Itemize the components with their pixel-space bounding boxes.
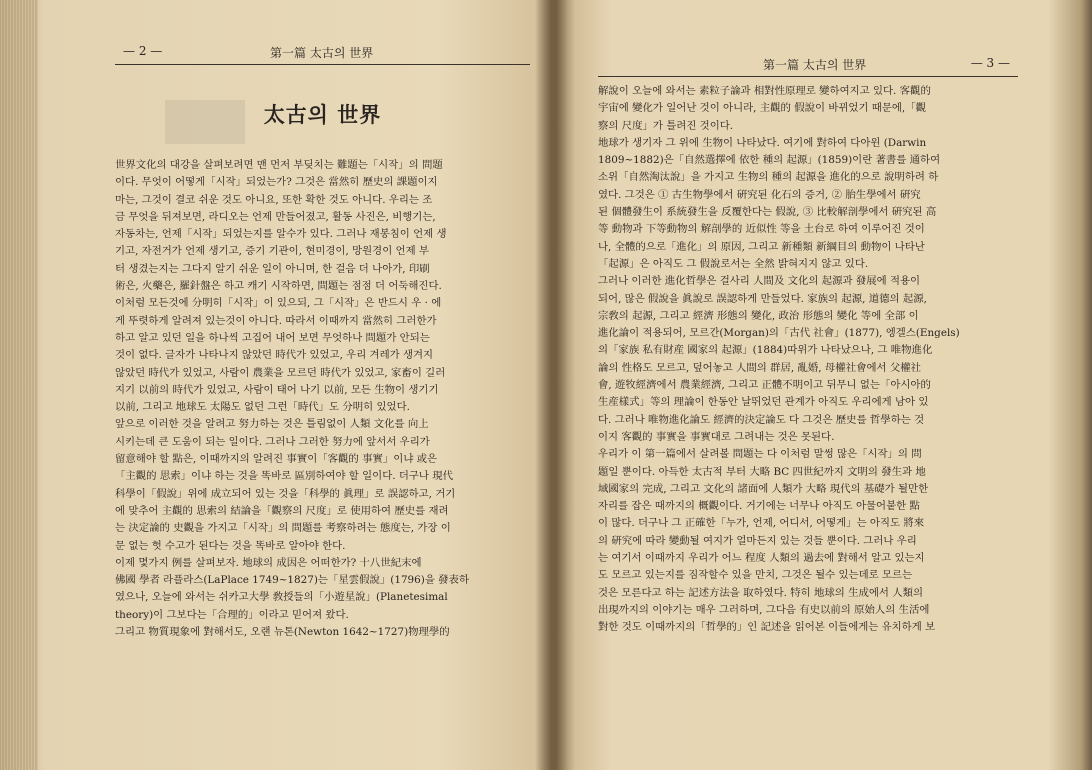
right-body-text (598, 83, 1018, 637)
text-line: 자동차는, 언제「시작」되었는지를 알수가 있다. 그러나 재봉침이 언제 생 (115, 228, 447, 241)
left-body-text (115, 157, 530, 641)
text-line: 다. 그러나 唯物進化論도 經濟的決定論도 다 그것은 歷史를 哲學하는 것 (598, 413, 925, 426)
text-line: 그리고 物質現象에 對해서도, 오랜 뉴톤(Newton 1642~1727)物理學的 (115, 626, 450, 639)
text-line: 世界文化의 대강을 살펴보려면 맨 먼저 부딪치는 難題는「시작」의 問題 (115, 159, 443, 171)
text-line: 였으나, 오늘에 와서는 쉬카고大學 敎授들의「小遊星說」(Planetesimal (115, 591, 448, 604)
text-line: 佛國 學者 라플라스(LaPlace 1749~1827)는「星雲假說」(1796)을 發表하 (115, 574, 469, 587)
page-edges (0, 0, 38, 770)
text-line: 된 個體發生이 系統發生을 反覆한다는 假說, ③ 比較解剖學에서 硏究된 高 (598, 206, 937, 219)
text-line: 지기 以前의 時代가 있었고, 사람이 태어 나기 以前, 모든 生物이 생기기 (115, 383, 439, 396)
text-line: 의 硏究에 따라 變動될 여지가 얼마든지 있는 것들 뿐이다. 그러나 우리 (598, 534, 917, 547)
text-line: 會, 遊牧經濟에서 農業經濟, 그리고 正體不明이고 뒤무니 없는「아시아的 (598, 379, 931, 392)
right-page (598, 52, 1018, 637)
text-line: 금 무엇을 뒤져보면, 라디오는 언제 만들어졌고, 활동 사진은, 비행기는, (115, 210, 436, 223)
text-line: 地球가 생기자 그 위에 生物이 나타났다. 여기에 對하여 다아윈 (Darwin (598, 136, 927, 149)
text-line: 마는, 그것이 결코 쉬운 것도 아니요, 또한 확한 것도 아니다. 우리는 조 (115, 193, 433, 206)
text-line: 宗敎의 起源, 그리고 經濟 形態의 變化, 政治 形態의 變化 等에 全部 이 (598, 309, 919, 322)
text-line: 題일 뿐이다. 아득한 太古적 부터 大略 BC 四世紀까지 文明의 發生과 地 (598, 465, 926, 478)
text-line: 等 動物과 下等動物의 解剖學的 近似性 等을 土台로 하여 이루어진 것이 (598, 223, 925, 236)
right-running-header: 第一篇 太古의 世界 (763, 58, 867, 72)
text-line: 도 모르고 있는지를 짐작할수 있을 만치, 그것은 될수 있는데로 모르는 (598, 569, 913, 582)
text-line: 터 생겼는지는 그다지 알기 쉬운 일이 아니며, 한 걸음 더 나아가, 印刷 (115, 262, 430, 275)
text-line: 기고, 자전거가 언제 생기고, 증기 기관이, 현미경이, 망원경이 언제 부 (115, 245, 429, 258)
text-line: 「主觀的 思索」이냐 하는 것을 똑바로 區別하여야 할 일이다. 더구나 現代 (115, 470, 454, 483)
text-line: 앞으로 이러한 것을 알려고 努力하는 것은 틀림없이 人類 文化를 向上 (115, 418, 429, 431)
text-line: 術은, 火藥은, 羅針盤은 하고 캐기 시작하면, 問題는 점점 더 어둑해진다. (115, 280, 442, 293)
chapter-title: 太古의 世界 (263, 103, 382, 127)
text-line: 시키는데 큰 도움이 되는 일이다. 그러나 그러한 努力에 앞서서 우리가 (115, 435, 430, 448)
text-line: 이제 몇가지 例를 살펴보자. 地球의 成因은 어떠한가? 十八世紀末에 (115, 556, 422, 569)
text-line: 그러나 이러한 進化哲學은 걸사리 人間及 文化의 起源과 發展에 적용이 (598, 275, 921, 288)
text-line: 1809~1882)은「自然選擇에 依한 種의 起源」(1859)이란 著書를 通하여 (598, 154, 941, 167)
text-line: 域國家의 完成, 그리고 文化의 諸面에 人類가 大略 現代의 基礎가 될만한 (598, 482, 929, 495)
text-line: 解說이 오늘에 와서는 素粒子論과 相對性原理로 變하여지고 있다. 客觀的 (598, 85, 931, 97)
text-line: 우리가 이 第一篇에서 살려볼 問題는 다 이처럼 말썽 많은「시작」의 問 (598, 448, 922, 461)
text-line: 論의 性格도 모르고, 덮어놓고 人間의 群居, 亂婚, 母權社會에서 父權社 (598, 361, 922, 374)
text-line: 이다. 무엇이 어떻게「시작」되었는가? 그것은 當然히 歷史의 課題이지 (115, 176, 438, 189)
book-gutter (535, 0, 575, 770)
text-line: theory)이 그보다는「合理的」이라고 믿어져 왔다. (115, 608, 349, 621)
text-line: 않았던 時代가 있었고, 사람이 農業을 모르던 時代가 있었고, 家畜이 길러 (115, 366, 446, 379)
text-line: 에 맞추어 主觀的 思索의 結論을「觀察의 尺度」로 使用하여 歷史를 재려 (115, 504, 449, 517)
text-line: 게 뚜렷하게 알려져 있는것이 아니다. 따라서 이때까지 當然히 그러한가 (115, 314, 437, 327)
text-line: 되어, 많은 假說을 眞說로 誤認하게 만들었다. 家族의 起源, 道德의 起源, (598, 292, 927, 305)
faded-stamp (165, 100, 245, 144)
text-line: 以前, 그리고 地球도 太陽도 없던 그런「時代」도 分明히 있었다. (115, 401, 410, 414)
left-page (115, 40, 530, 641)
text-line: 의「家族 私有財産 國家의 起源」(1884)따위가 나타났으나, 그 唯物進化 (598, 344, 933, 357)
text-line: 것은 모른다고 하는 記述方法을 取하였다. 特히 地球의 生成에서 人類의 (598, 586, 924, 599)
text-line: 였다. 그것은 ① 古生物學에서 硏究된 化石의 증거, ② 胎生學에서 硏究 (598, 188, 921, 201)
text-line: 對한 것도 이때까지의「哲學的」인 記述을 읽어본 이들에게는 유치하게 보 (598, 621, 936, 634)
left-page-header (115, 40, 530, 65)
text-line: 하고 알고 있던 일을 하나씩 고집어 내어 보면 무엇하나 問題가 안되는 (115, 331, 430, 344)
text-line: 것이 없다. 글자가 나타나지 않았던 時代가 있었고, 우리 겨레가 생겨지 (115, 349, 434, 362)
text-line: 科學이「假說」위에 成立되어 있는 것을「科學的 眞理」로 誤認하고, 거기 (115, 487, 456, 500)
text-line: 문 없는 헛 수고가 된다는 것을 똑바로 알아야 한다. (115, 539, 346, 552)
left-running-header: 第一篇 太古의 世界 (270, 46, 374, 60)
text-line: 「起源」은 아직도 그 假說로서는 全然 밝혀지지 않고 있다. (598, 257, 869, 270)
text-line: 는 決定論的 史觀을 가지고「시작」의 問題를 考察하려는 態度는, 가장 이 (115, 522, 451, 535)
text-line: 出現까지의 이야기는 매우 그러하며, 그다음 有史以前의 原始人의 生活에 (598, 603, 930, 616)
right-page-header (598, 52, 1018, 77)
text-line: 이지 客觀的 事實을 事實대로 그려내는 것은 못된다. (598, 430, 835, 443)
text-line: 자리를 잡은 때까지의 概觀이다. 거기에는 너무나 아직도 아물어붙한 點 (598, 500, 920, 513)
text-line: 生産樣式」等의 理論이 한동안 날뛰었던 관계가 아직도 우리에게 남아 있 (598, 396, 929, 409)
text-line: 소위「自然淘汰說」을 가지고 生物의 種의 起源을 進化的으로 說明하려 하 (598, 171, 939, 184)
text-line: 이처럼 모든것에 分明히「시작」이 있으되, 그「시작」은 반드시 우 · 에 (115, 297, 442, 310)
left-page-number: — 2 — (123, 44, 163, 58)
text-line: 나, 全體的으로「進化」의 原因, 그리고 新種類 新綱目의 動物이 나타난 (598, 240, 925, 253)
text-line: 進化論이 적용되어, 모르간(Morgan)의「古代 社會」(1877), 엥겔스(Engels) (598, 327, 960, 340)
text-line: 察의 尺度」가 틀려진 것이다. (598, 119, 734, 132)
right-page-number: — 3 — (970, 56, 1010, 70)
text-line: 는 여기서 이때까지 우리가 어느 程度 人類의 過去에 對해서 알고 있는지 (598, 552, 925, 565)
text-line: 留意해야 할 點은, 이때까지의 알려진 事實이「客觀的 事實」이냐 或은 (115, 453, 438, 466)
text-line: 宇宙에 變化가 일어난 것이 아니라, 主觀的 假說이 바뀌었기 때문에,「觀 (598, 102, 926, 115)
text-line: 이 많다. 더구나 그 正確한「누가, 언제, 어디서, 어떻게」는 아직도 將來 (598, 517, 925, 530)
